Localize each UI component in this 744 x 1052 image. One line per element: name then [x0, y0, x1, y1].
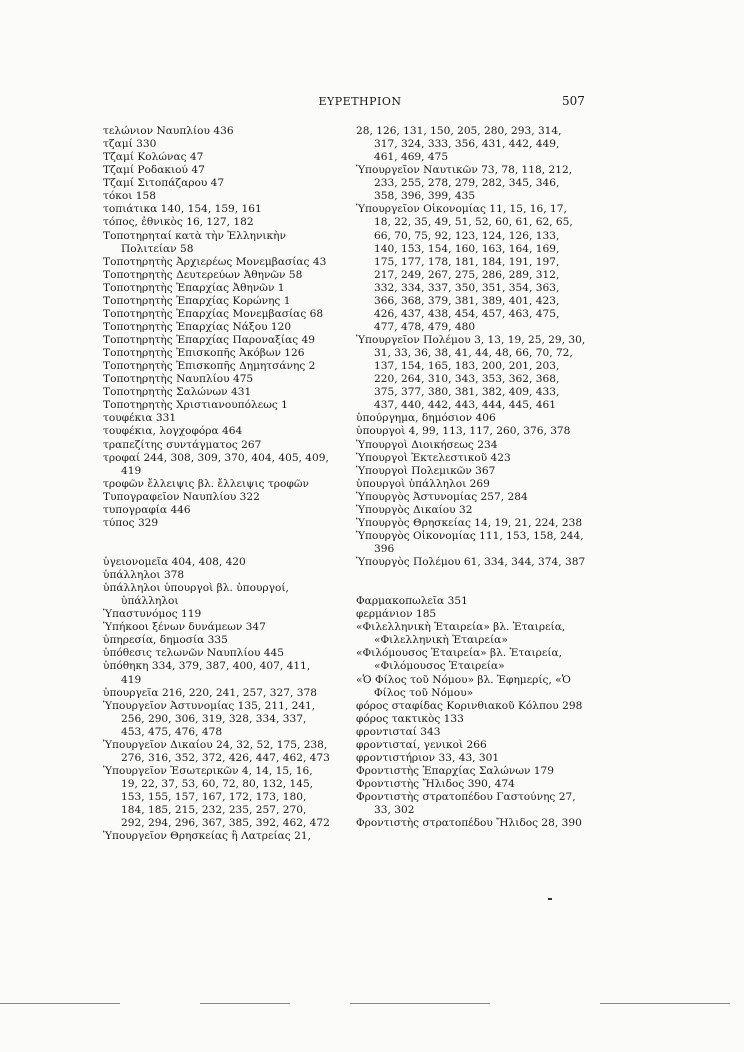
index-entry: Τοποτηρητὴς Ἐπισκοπῆς Ἀκόβων 126: [103, 347, 305, 360]
page-title: ΕΥΡΕΤΗΡΙΟΝ: [318, 95, 402, 108]
index-entry: Τζαμί Σιτοπάζαρου 47: [103, 177, 225, 190]
index-entry: Φροντιστὴς στρατοπέδου Ἤλιδος 28, 390: [356, 817, 582, 830]
page-number: 507: [562, 94, 585, 108]
index-entry: ὑπούργημα, δημόσιον 406: [356, 412, 496, 425]
index-entry: τραπεζίτης συντάγματος 267: [103, 438, 262, 451]
index-entry: τροφαί 244, 308, 309, 370, 404, 405, 409, 419: [103, 451, 333, 477]
index-entry: φόρος σταφίδας Κορινθιακοῦ Κόλπου 298: [356, 699, 583, 712]
scan-edge-mark: [600, 1003, 730, 1004]
index-column-left: [103, 125, 333, 843]
index-entry: τουφέκια, λογχοφόρα 464: [103, 425, 243, 438]
index-entry: 28, 126, 131, 150, 205, 280, 293, 314, 317, 324, 333, 356, 431, 442, 449, 461, 469, 475: [356, 125, 565, 164]
index-entry: Τοποτηρητὴς Ἐπαρχίας Παροναξίας 49: [103, 334, 315, 346]
index-entry: Ὑπουργὸς Θρησκείας 14, 19, 21, 224, 238: [356, 516, 583, 529]
index-entry: Τοποτηρητὴς Ἐπαρχίας Μονεμβασίας 68: [103, 307, 324, 320]
index-entry: Φροντιστὴς Ἐπαρχίας Σαλώνων 179: [356, 764, 554, 777]
index-entry: Ὑπουργεῖον Οἰκονομίας 11, 15, 16, 17, 18, 22, 35, 49, 51, 52, 60, 61, 62, 65, 66, 70, 75, 92, 123, 124, 126, 133, 140, 153, 154, 160, 163, 164, 169, 175, 177, 178, 181, 184, 191, 197, 217, 249, 267, 275, 286, 289, 312, 332, 334, 337, 350, 351, 354, 363, 366, 368, 379, 381, 389, 401, 423, 426, 437, 438, 454, 457, 463, 475, 477, 478, 479, 480: [356, 203, 577, 333]
index-entry: ὑπάλληλοι ὑπουργοὶ βλ. ὑπουργοί, ὑπάλληλοι: [103, 582, 293, 608]
index-column-right: [356, 125, 589, 830]
index-entry: Τυπογραφεῖον Ναυπλίου 322: [103, 490, 260, 503]
index-entry: Ὑπαστυνόμος 119: [103, 608, 202, 621]
index-entry: φόρος τακτικὸς 133: [356, 712, 464, 725]
section-gap: [103, 530, 330, 556]
index-entry: Ὑπουργεῖον Θρησκείας ἢ Λατρείας 21,: [103, 830, 311, 843]
index-entry: Ὑπουργοὶ Ἐκτελεστικοῦ 423: [356, 451, 511, 464]
section-gap: [356, 569, 586, 595]
index-entry: «Ὁ Φίλος τοῦ Νόμου» βλ. Ἐφημερίς, «Ὁ Φίλος τοῦ Νόμου»: [356, 673, 575, 699]
index-entry: Τοποτηρητὴς Ναυπλίου 475: [103, 373, 254, 386]
index-entry: τόκοι 158: [103, 190, 156, 203]
index-entry: Τοποτηρητὴς Χριστιανουπόλεως 1: [103, 399, 288, 412]
index-entry: ὑπουργεῖα 216, 220, 241, 257, 327, 378: [103, 686, 317, 699]
index-entry: Ὑπουργὸς Δικαίου 32: [356, 503, 473, 516]
index-entry: ὑγειονομεῖα 404, 408, 420: [103, 555, 246, 568]
scan-edge-mark: [200, 1003, 290, 1004]
index-entry: Τοποτηρηταί κατὰ τὴν Ἑλληνικὴν Πολιτείαν 58: [103, 229, 290, 255]
index-entry: Τζαμί Κολώνας 47: [103, 151, 204, 164]
scan-edge-mark: [350, 1003, 490, 1004]
index-entry: Ὑπουργὸς Ἀστυνομίας 257, 284: [356, 490, 528, 503]
index-entry: Τοποτηρητὴς Ἐπαρχίας Ἀθηνῶν 1: [103, 281, 285, 294]
index-entry: Φροντιστὴς Ἤλιδος 390, 474: [356, 778, 515, 790]
index-entry: Ὑπουργὸς Πολέμου 61, 334, 344, 374, 387: [356, 556, 586, 569]
index-entry: Ὑπουργεῖον Πολέμου 3, 13, 19, 25, 29, 30, 31, 33, 36, 38, 41, 44, 48, 66, 70, 72, 137, 154, 165, 183, 200, 201, 203, 220, 264, 310, 343, 353, 362, 368, 375, 377, 380, 381, 382, 409, 433, 437, 440, 442, 443, 444, 445, 461: [356, 334, 589, 412]
index-entry: ὑπηρεσία, δημοσία 335: [103, 634, 228, 647]
index-entry: τυπογραφία 446: [103, 503, 191, 516]
stray-mark: [548, 898, 552, 900]
index-entry: ὑπόθηκη 334, 379, 387, 400, 407, 411, 419: [103, 660, 314, 686]
index-entry: Τζαμί Ροδακιού 47: [103, 164, 205, 177]
index-entry: τύπος 329: [103, 516, 159, 529]
index-entry: τελώνιον Ναυπλίου 436: [103, 125, 234, 137]
index-entry: τουφέκια 331: [103, 412, 177, 425]
index-entry: Ὑπουργεῖον Ναυτικῶν 73, 78, 118, 212, 233, 255, 278, 279, 282, 345, 346, 358, 396, 399, 435: [356, 164, 576, 203]
index-entry: ὑπόθεσις τελωνῶν Ναυπλίου 445: [103, 647, 285, 660]
index-entry: Ὑπουργεῖον Ἐσωτερικῶν 4, 14, 15, 16, 19, 22, 37, 53, 60, 72, 80, 132, 145, 153, 155, 157, 167, 172, 173, 180, 184, 185, 215, 232, 235, 257, 270, 292, 294, 296, 367, 385, 392, 462, 472: [103, 764, 330, 830]
index-entry: Τοποτηρητὴς Ἀρχιερέως Μονεμβασίας 43: [103, 255, 327, 268]
index-entry: τόπος, ἐθνικὸς 16, 127, 182: [103, 216, 254, 229]
index-entry: Ὑπουργεῖον Ἀστυνομίας 135, 211, 241, 256, 290, 306, 319, 328, 334, 337, 453, 475, 476, 478: [103, 699, 319, 738]
index-entry: τοπιάτικα 140, 154, 159, 161: [103, 203, 262, 216]
index-entry: τροφῶν ἔλλειψις βλ. ἔλλειψις τροφῶν: [103, 477, 309, 490]
index-entry: Ὑπουργοὶ Πολεμικῶν 367: [356, 464, 496, 477]
index-entry: φροντιστήριον 33, 43, 301: [356, 751, 500, 764]
index-entry: Τοποτηρητὴς Ἐπισκοπῆς Δημητσάνης 2: [103, 360, 316, 373]
index-entry: Τοποτηρητὴς Δευτερεύων Ἀθηνῶν 58: [103, 268, 303, 281]
index-entry: Τοποτηρητὴς Σαλώνων 431: [103, 386, 252, 399]
index-entry: τζαμί 330: [103, 138, 157, 151]
index-entry: Φαρμακοπωλεῖα 351: [356, 595, 468, 608]
index-entry: Ὑπουργὸς Οἰκονομίας 111, 153, 158, 244, 396: [356, 529, 588, 555]
index-entry: ὑπουργοὶ 4, 99, 113, 117, 260, 376, 378: [356, 425, 571, 438]
index-entry: Ὑπουργεῖον Δικαίου 24, 32, 52, 175, 238, 276, 316, 352, 372, 426, 447, 462, 473: [103, 738, 331, 764]
index-entry: φρονтισταί 343: [356, 725, 441, 738]
index-entry: φροντισταί, γενικοὶ 266: [356, 738, 487, 751]
index-entry: φερμάνιον 185: [356, 608, 437, 621]
index-entry: «Φιλόμουσος Ἑταιρεία» βλ. Ἑταιρεία, «Φιλόμουσος Ἑταιρεία»: [356, 647, 566, 673]
index-entry: Ὑπήκοοι ξένων δυνάμεων 347: [103, 621, 266, 634]
index-entry: ὑπουργοὶ ὑπάλληλοι 269: [356, 477, 490, 490]
scan-edge-mark: [0, 1003, 120, 1004]
index-entry: Φροντιστὴς στρατοπέδου Γαστούνης 27, 33, 302: [356, 791, 579, 817]
index-entry: Τοποτηρητὴς Ἐπαρχίας Νάξου 120: [103, 320, 292, 333]
index-entry: Ὑπουργοὶ Διοικήσεως 234: [356, 438, 498, 451]
index-entry: Τοποτηρητὴς Ἐπαρχίας Κορώνης 1: [103, 294, 291, 307]
index-entry: ὑπάλληλοι 378: [103, 569, 185, 581]
index-entry: «Φιλελληνικὴ Ἑταιρεία» βλ. Ἑταιρεία, «Φιλελληνικὴ Ἑταιρεία»: [356, 621, 569, 647]
